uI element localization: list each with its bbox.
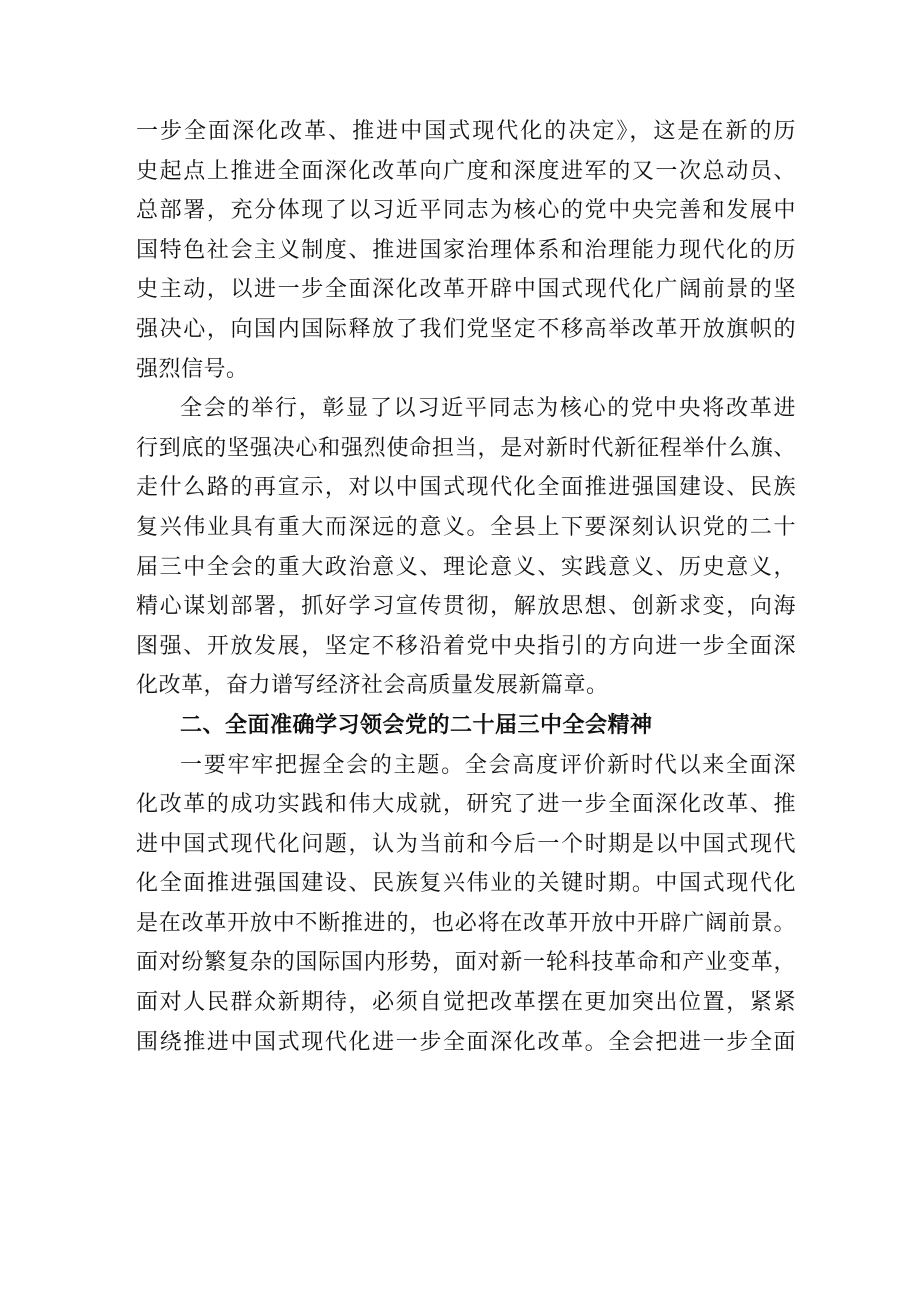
- text-line: 一步全面深化改革、推进中国式现代化的决定》，这是在新的历: [136, 119, 796, 144]
- text-line: 强决心，向国内国际释放了我们党坚定不移高举改革开放旗帜的: [136, 316, 796, 342]
- text-line: 图强、开放发展，坚定不移沿着党中央指引的方向进一步全面深: [136, 633, 796, 659]
- text-line: 国特色社会主义制度、推进国家治理体系和治理能力现代化的历: [136, 237, 796, 263]
- document-body: [136, 112, 796, 1062]
- text-line: 复兴伟业具有重大而深远的意义。全县上下要深刻认识党的二十: [136, 514, 796, 540]
- text-line: 史主动，以进一步全面深化改革开辟中国式现代化广阔前景的坚: [136, 277, 796, 303]
- text-line: 史起点上推进全面深化改革向广度和深度进军的又一次总动员、: [136, 158, 796, 184]
- text-line: 精心谋划部署，抓好学习宣传贯彻，解放思想、创新求变，向海: [136, 594, 796, 620]
- section-heading: 二、全面准确学习领会党的二十届三中全会精神: [180, 712, 653, 738]
- text-line: 走什么路的再宣示，对以中国式现代化全面推进强国建设、民族: [136, 475, 796, 501]
- text-line: 化改革，奋力谱写经济社会高质量发展新篇章。: [136, 673, 609, 699]
- text-line: 届三中全会的重大政治意义、理论意义、实践意义、历史意义，: [136, 554, 796, 580]
- text-line: 总部署，充分体现了以习近平同志为核心的党中央完善和发展中: [136, 198, 796, 224]
- text-line: 强烈信号。: [136, 356, 249, 382]
- text-line: 进中国式现代化问题，认为当前和今后一个时期是以中国式现代: [136, 831, 796, 857]
- text-line: 是在改革开放中不断推进的，也必将在改革开放中开辟广阔前景。: [136, 910, 796, 936]
- text-line: 围绕推进中国式现代化进一步全面深化改革。全会把进一步全面: [136, 1029, 796, 1055]
- text-line: 化改革的成功实践和伟大成就，研究了进一步全面深化改革、推: [136, 792, 796, 818]
- paragraph-first-line: 一要牢牢把握全会的主题。全会高度评价新时代以来全面深: [180, 752, 796, 778]
- text-line: 面对人民群众新期待，必须自觉把改革摆在更加突出位置，紧紧: [136, 990, 796, 1016]
- text-line: 面对纷繁复杂的国际国内形势，面对新一轮科技革命和产业变革，: [136, 950, 796, 976]
- text-line: 行到底的坚强决心和强烈使命担当，是对新时代新征程举什么旗、: [136, 435, 796, 461]
- text-line: 化全面推进强国建设、民族复兴伟业的关键时期。中国式现代化: [136, 871, 796, 897]
- paragraph-first-line: 全会的举行，彰显了以习近平同志为核心的党中央将改革进: [180, 396, 796, 422]
